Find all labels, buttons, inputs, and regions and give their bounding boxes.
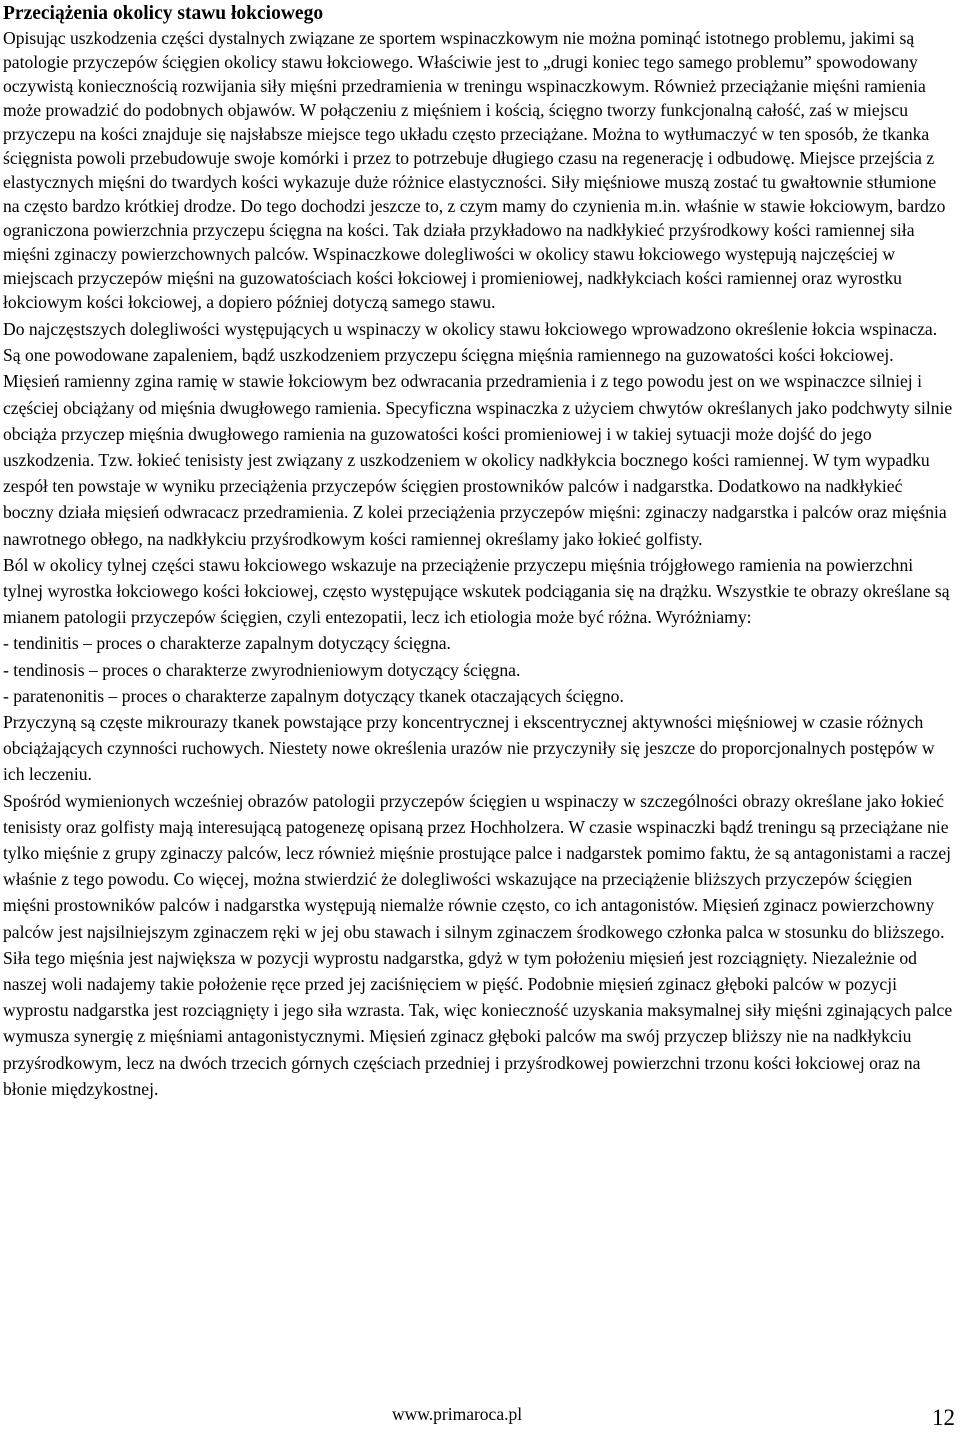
section-heading: Przeciążenia okolicy stawu łokciowego: [3, 3, 324, 24]
document-body: [3, 26, 954, 1102]
list-item-paratenonitis: - paratenonitis – proces o charakterze zapalnym dotyczący tkanek otaczających ścięgno.: [3, 685, 624, 706]
paragraph-climber-elbow: Do najczęstszych dolegliwości występujących u wspinaczy w okolicy stawu łokciowego wprowadzono określenie łokcia wspinacza. Są one powodowane zapaleniem, bądź uszkodzeniem przyczepu ścięgna mięśnia ramiennego na guzowatości kości łokciowej. Mięsień ramienny zgina ramię w stawie łokciowym bez odwracania przedramienia i z tego powodu jest on we wspinaczce silniej i częściej obciążany od mięśnia dwugłowego ramienia. Specyficzna wspinaczka z użyciem chwytów określanych jako podchwyty silnie obciąża przyczep mięśnia dwugłowego ramienia na guzowatości kości promieniowej i w takiej sytuacji może dojść do jego uszkodzenia. Tzw. łokieć tenisisty jest związany z uszkodzeniem w okolicy nadkłykcia bocznego kości ramiennej. W tym wypadku zespół ten powstaje w wyniku przeciążenia przyczepów ścięgien prostowników palców i nadgarstka. Dodatkowo na nadkłykieć boczny działa mięsień odwracacz przedramienia. Z kolei przeciążenia przyczepów mięśni: zginaczy nadgarstka i palców oraz mięśnia nawrotnego obłego, na nadkłykciu przyśrodkowym kości ramiennej określamy jako łokieć golfisty.: [3, 319, 953, 549]
list-item-tendinitis: - tendinitis – proces o charakterze zapalnym dotyczący ścięgna.: [3, 633, 451, 654]
list-item-tendinosis: - tendinosis – proces o charakterze zwyrodnieniowym dotyczący ścięgna.: [3, 659, 521, 680]
footer-website-url: www.primaroca.pl: [392, 1404, 523, 1424]
document-page: [3, 2, 954, 1102]
paragraph-posterior-elbow-pain: Ból w okolicy tylnej części stawu łokciowego wskazuje na przeciążenie przyczepu mięśnia trójgłowego ramienia na powierzchni tylnej wyrostka łokciowego kości łokciowej, często występujące wskutek podciągania się na drążku. Wszystkie te obrazy określane są mianem patologii przyczepów ścięgien, czyli entezopatii, lecz ich etiologia może być różna. Wyróżniamy:: [3, 554, 950, 628]
paragraph-hochholzer-pathogenesis: Spośród wymienionych wcześniej obrazów patologii przyczepów ścięgien u wspinaczy w szczególności obrazy określane jako łokieć tenisisty oraz golfisty mają interesującą patogenezę opisaną przez Hochholzera. W czasie wspinaczki bądź treningu są przeciążane nie tylko mięśnie z grupy zginaczy palców, lecz również mięśnie prostujące palce i nadgarstek pomimo faktu, że są antagonistami a raczej właśnie z tego powodu. Co więcej, można stwierdzić że dolegliwości wskazujące na przeciążenie bliższych przyczepów ścięgien mięśni prostowników palców i nadgarstka występują niemalże równie często, co ich antagonistów. Mięsień zginacz powierzchowny palców jest najsilniejszym zginaczem ręki w jej obu stawach i silnym zginaczem środkowego członka palca w stosunku do bliższego. Siła tego mięśnia jest największa w pozycji wyprostu nadgarstka, gdyż w tym położeniu mięsień jest rozciągnięty. Niezależnie od naszej woli nadajemy takie położenie ręce przed jej zaciśnięciem w pięść. Podobnie mięsień zginacz głęboki palców w pozycji wyprostu nadgarstka jest rozciągnięty i jego siła wzrasta. Tak, więc konieczność uzyskania maksymalnej siły mięśni zginających palce wymusza synergię z mięśniami antagonistycznymi. Mięsień zginacz głęboki palców ma swój przyczep bliższy nie na nadkłykciu przyśrodkowym, lecz na dwóch trzecich górnych częściach przedniej i przyśrodkowej powierzchni trzonu kości łokciowej oraz na błonie międzykostnej.: [3, 790, 953, 1099]
paragraph-elbow-overload-intro: Opisując uszkodzenia części dystalnych związane ze sportem wspinaczkowym nie można pominąć istotnego problemu, jakimi są patologie przyczepów ścięgien okolicy stawu łokciowego. Właściwie jest to „drugi koniec tego samego problemu” spowodowany oczywistą koniecznością rozwijania siły mięśni przedramienia w treningu wspinaczkowym. Również przeciążanie mięśni ramienia może prowadzić do podobnych objawów. W połączeniu z mięśniem i kością, ścięgno tworzy funkcjonalną całość, zaś w miejscu przyczepu na kości znajduje się najsłabsze miejsce tego układu często przeciążane. Można to wytłumaczyć w ten sposób, że tkanka ścięgnista powoli przebudowuje swoje komórki i przez to potrzebuje długiego czasu na regenerację i odbudowę. Miejsce przejścia z elastycznych mięśni do twardych kości wykazuje duże różnice elastyczności. Siły mięśniowe muszą zostać tu gwałtownie stłumione na często bardzo krótkiej drodze. Do tego dochodzi jeszcze to, z czym mamy do czynienia m.in. właśnie w stawie łokciowym, bardzo ograniczona powierzchnia przyczepu ścięgna na kości. Tak działa przykładowo na nadkłykieć przyśrodkowy kości ramiennej siła mięśni zginaczy powierzchownych palców. Wspinaczkowe dolegliwości w okolicy stawu łokciowego występują najczęściej w miejscach przyczepów mięśni na guzowatościach kości łokciowej i promieniowej, nadkłykciach kości ramiennej oraz wyrostku łokciowym kości łokciowej, a dopiero później dotyczą samego stawu.: [3, 28, 946, 312]
paragraph-microtrauma-cause: Przyczyną są częste mikrourazy tkanek powstające przy koncentrycznej i ekscentrycznej aktywności mięśniowej w czasie różnych obciążających czynności ruchowych. Niestety nowe określenia urazów nie przyczyniły się jeszcze do proporcjonalnych postępów w ich leczeniu.: [3, 712, 935, 785]
page-number: 12: [932, 1405, 955, 1430]
